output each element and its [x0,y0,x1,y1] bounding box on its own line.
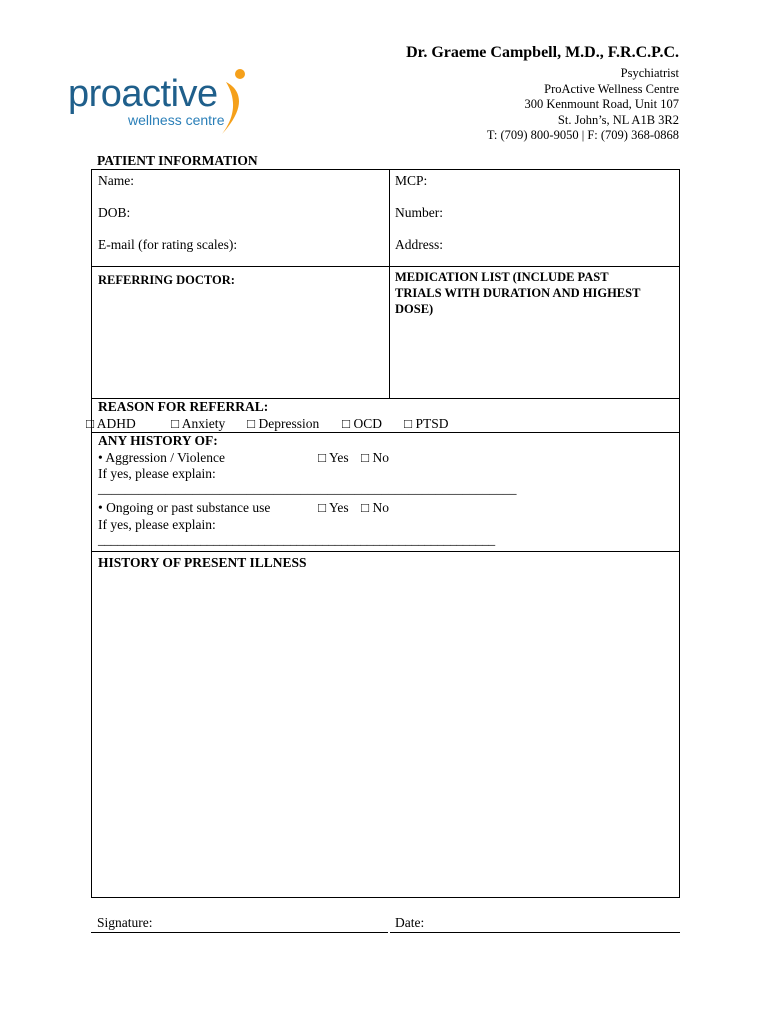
any-history-title: ANY HISTORY OF: [98,433,218,448]
option-ocd-checkbox[interactable]: □ OCD [342,416,383,431]
address-line: St. John’s, NL A1B 3R2 [557,112,679,127]
signature-label: Signature: [97,915,153,930]
substance-explain-line[interactable]: ______________________________________________________________ [98,532,495,547]
figure-swoosh-icon [206,68,256,140]
divider [92,551,679,552]
aggression-explain-line[interactable]: ______________________________________________________________ [98,481,517,496]
option-adhd-checkbox[interactable]: □ ADHD [86,416,136,431]
aggression-explain-label: If yes, please explain: [98,466,216,481]
referring-doctor-label: REFERRING DOCTOR: [98,273,235,287]
date-label: Date: [395,915,425,930]
clinic-address [487,66,679,144]
name-label: Name: [98,173,134,188]
intake-form [86,169,680,898]
column-divider [389,170,390,398]
address-line: 300 Kenmount Road, Unit 107 [524,97,679,112]
number-label: Number: [395,205,443,220]
aggression-no-checkbox[interactable]: □ No [361,450,390,465]
divider [92,266,679,267]
reason-for-referral-title: REASON FOR REFERRAL: [98,399,269,414]
medication-list-label: MEDICATION LIST (INCLUDE PAST TRIALS WITH DURATION AND HIGHEST DOSE) [395,270,641,316]
address-line: Psychiatrist [620,66,679,80]
substance-yes-checkbox[interactable]: □ Yes [318,500,349,515]
patient-information-title: PATIENT INFORMATION [97,153,258,168]
logo-wordmark: proactive [68,73,218,115]
substance-no-checkbox[interactable]: □ No [361,500,390,515]
proactive-logo [66,68,256,140]
address-line: ProActive Wellness Centre [544,81,679,96]
dob-label: DOB: [98,205,131,220]
substance-use-item: • Ongoing or past substance use [98,500,271,515]
history-present-illness-title: HISTORY OF PRESENT ILLNESS [98,555,307,570]
aggression-item: • Aggression / Violence [98,450,226,465]
option-anxiety-checkbox[interactable]: □ Anxiety [171,416,226,431]
aggression-yes-checkbox[interactable]: □ Yes [318,450,349,465]
doctor-name: Dr. Graeme Campbell, M.D., F.R.C.P.C. [406,44,679,61]
email-label: E-mail (for rating scales): [98,237,238,252]
option-ptsd-checkbox[interactable]: □ PTSD [404,416,449,431]
address-label: Address: [395,237,443,252]
signature-line[interactable] [91,932,388,933]
logo-subtitle: wellness centre [128,112,225,128]
substance-explain-label: If yes, please explain: [98,517,216,532]
date-line[interactable] [390,932,680,933]
option-depression-checkbox[interactable]: □ Depression [247,416,320,431]
address-line: T: (709) 800-9050 | F: (709) 368-0868 [486,128,679,143]
mcp-label: MCP: [395,173,428,188]
